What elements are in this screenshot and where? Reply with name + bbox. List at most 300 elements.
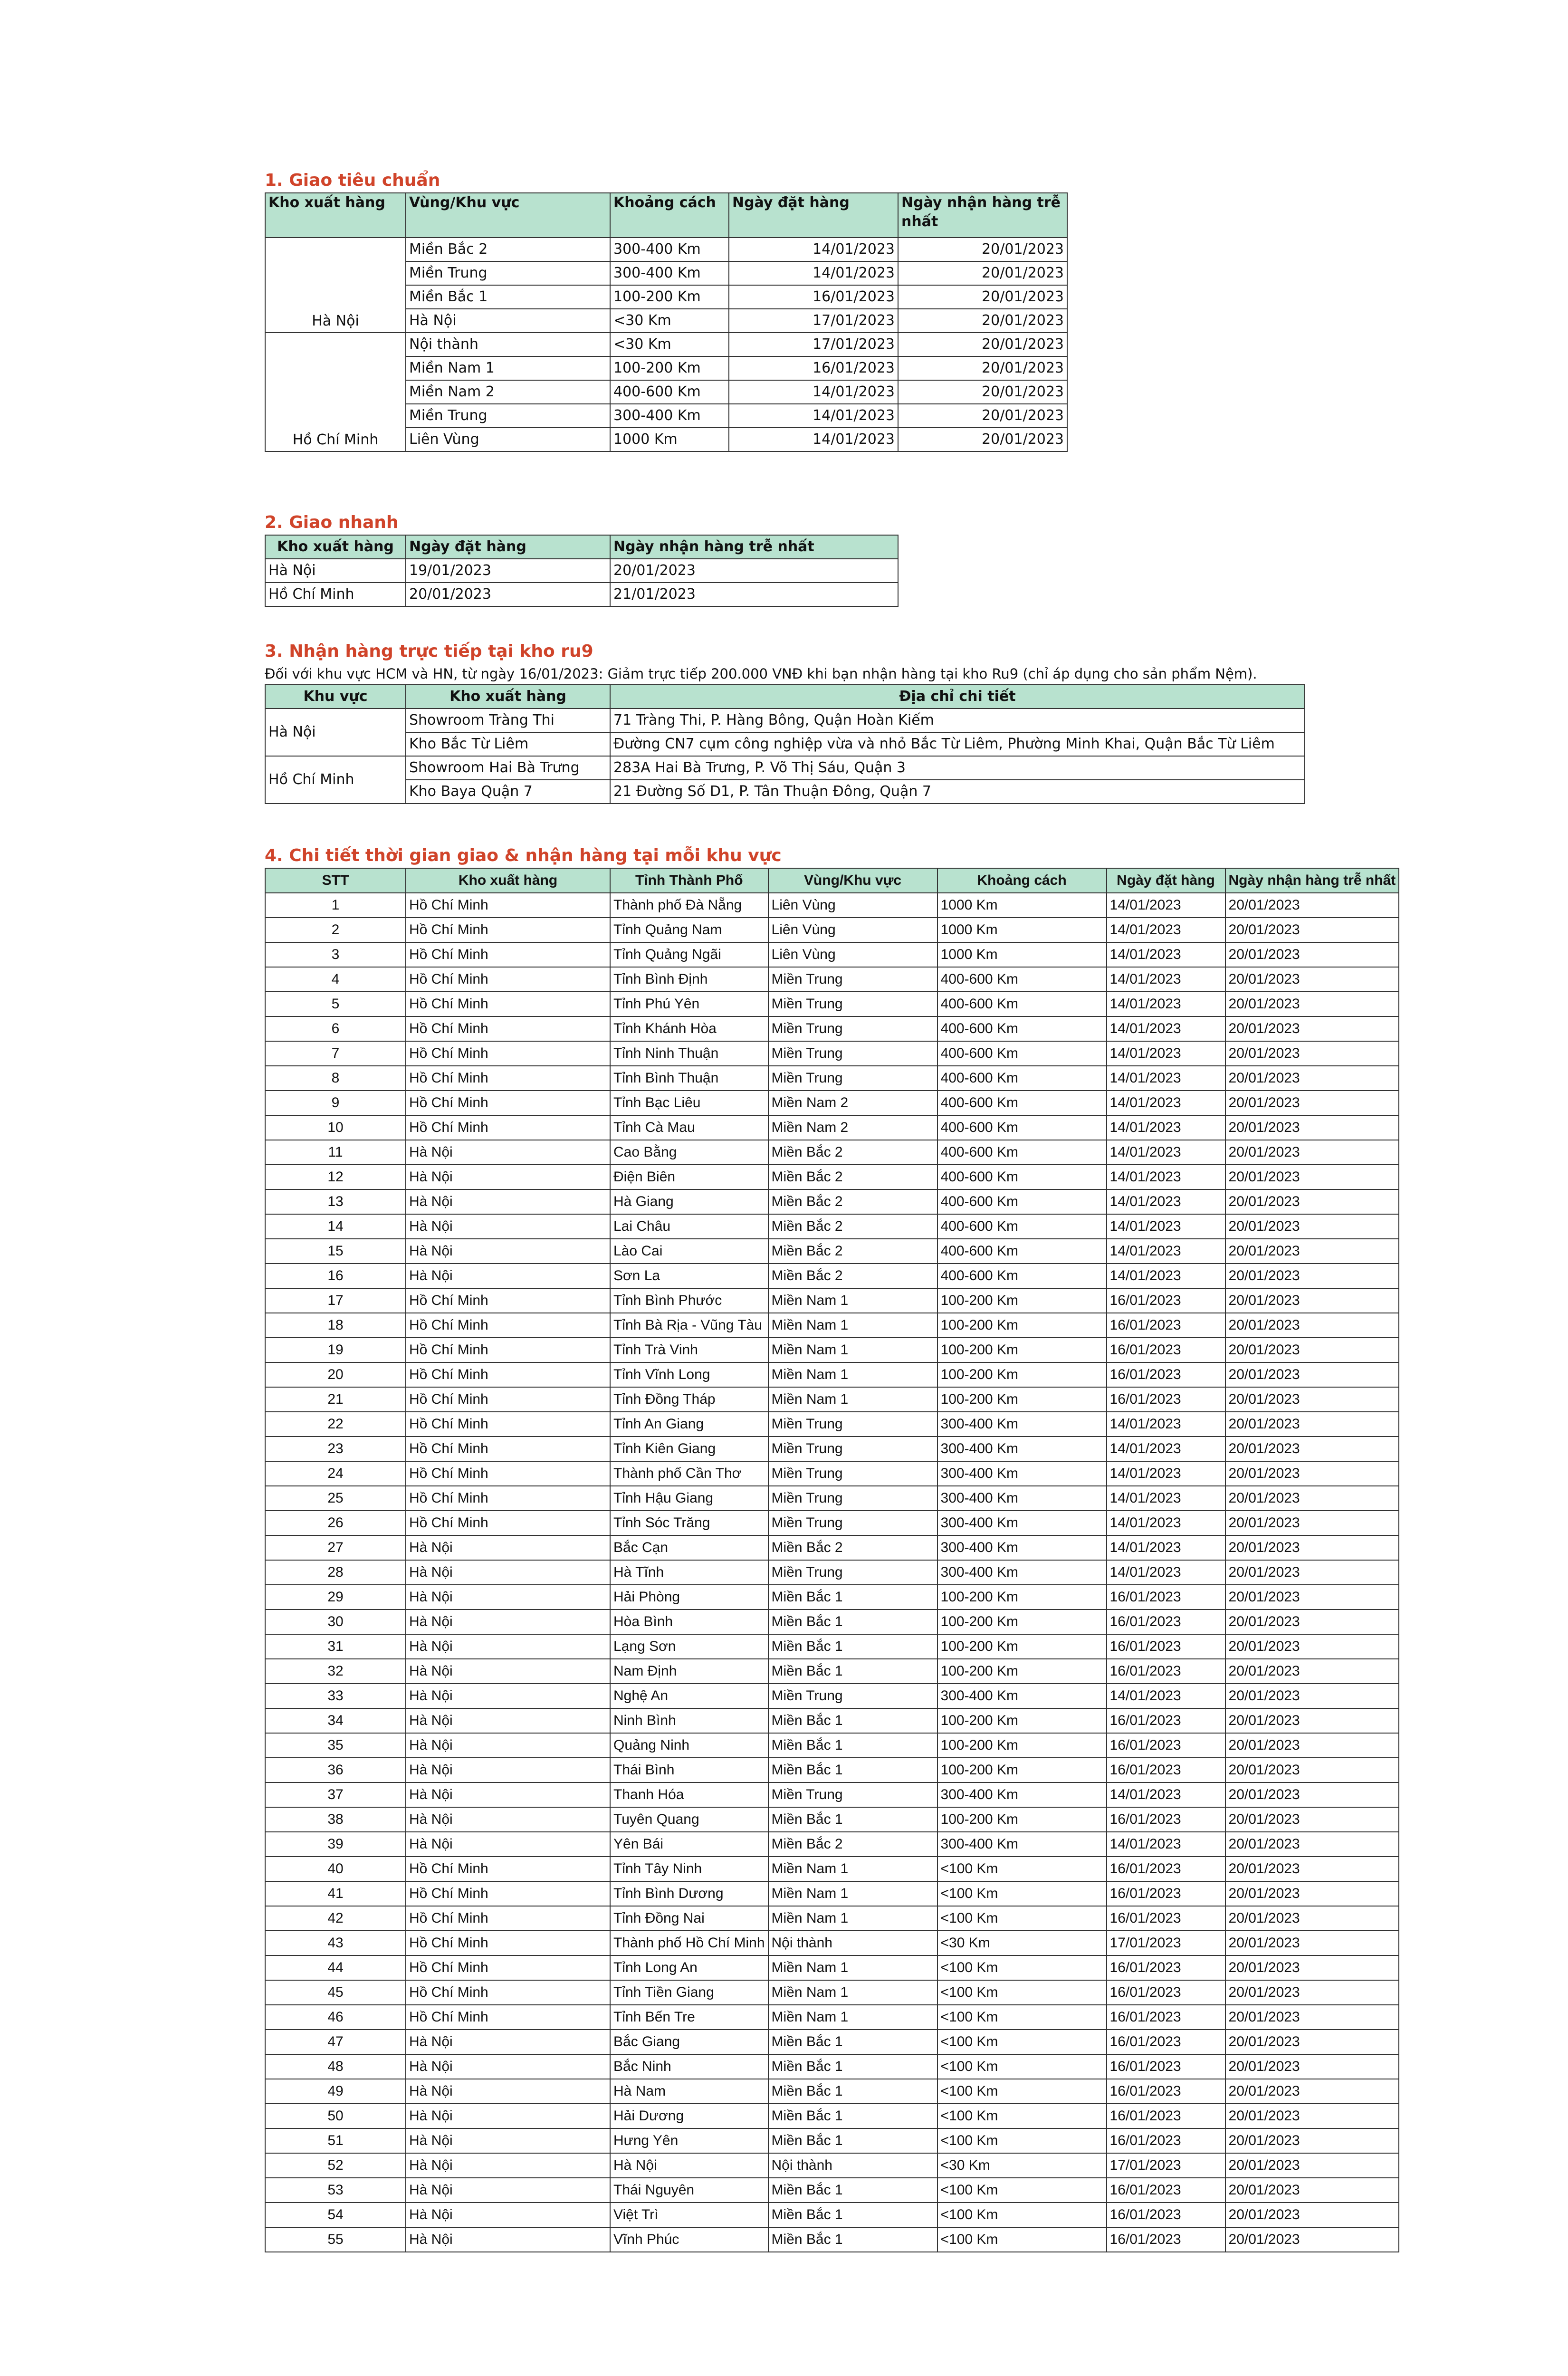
table-cell: Miền Bắc 2 — [406, 238, 610, 261]
table-row — [265, 2178, 1399, 2203]
table-row — [265, 1461, 1399, 1486]
table-cell: Thái Bình — [610, 1758, 768, 1782]
table-cell: Hồ Chí Minh — [406, 1091, 610, 1115]
table-cell: 16/01/2023 — [1107, 1610, 1225, 1634]
column-header: STT — [265, 868, 406, 893]
table-cell: 20/01/2023 — [1225, 1041, 1399, 1066]
table-cell: 300-400 Km — [610, 238, 729, 261]
table-cell: 100-200 Km — [937, 1708, 1107, 1733]
table-cell: Tỉnh Bình Phước — [610, 1288, 768, 1313]
table-cell: 16/01/2023 — [729, 356, 898, 380]
table-cell: 1000 Km — [937, 918, 1107, 942]
table-row — [265, 2079, 1399, 2104]
table-cell: 20/01/2023 — [1225, 1387, 1399, 1412]
table-cell: Hồ Chí Minh — [406, 918, 610, 942]
table-cell: Hà Nội — [406, 1634, 610, 1659]
table-cell: 400-600 Km — [937, 1264, 1107, 1288]
table-cell: 20/01/2023 — [898, 428, 1067, 451]
table-cell: Miền Trung — [768, 1684, 937, 1708]
table-row — [265, 1708, 1399, 1733]
table-cell: 14/01/2023 — [1107, 1511, 1225, 1535]
table-cell: Hồ Chí Minh — [406, 1931, 610, 1955]
table-cell: Hà Nội — [406, 2178, 610, 2203]
table-cell: 16/01/2023 — [1107, 1387, 1225, 1412]
table-cell: Miền Nam 1 — [768, 1387, 937, 1412]
table-cell: 14/01/2023 — [1107, 1832, 1225, 1857]
table-cell: Miền Bắc 2 — [768, 1239, 937, 1264]
section-title: 2. Giao nhanh — [265, 513, 399, 532]
table-cell: Nam Định — [610, 1659, 768, 1684]
table-cell: 20/01/2023 — [1225, 918, 1399, 942]
table-cell: Bắc Ninh — [610, 2054, 768, 2079]
table-cell: Liên Vùng — [406, 428, 610, 451]
table-row — [265, 1807, 1399, 1832]
table-row — [265, 2153, 1399, 2178]
column-header: Ngày đặt hàng — [1107, 868, 1225, 893]
table-cell: 21 Đường Số D1, P. Tân Thuận Đông, Quận 7 — [610, 780, 1305, 804]
table-cell: Lai Châu — [610, 1214, 768, 1239]
table-cell: 43 — [265, 1931, 406, 1955]
table-cell: Miền Nam 1 — [768, 1906, 937, 1931]
table-cell: 20/01/2023 — [1225, 1832, 1399, 1857]
table-cell: 20/01/2023 — [1225, 1189, 1399, 1214]
table-cell: 28 — [265, 1560, 406, 1585]
express-delivery-table — [265, 535, 899, 607]
table-cell: 50 — [265, 2104, 406, 2128]
table-cell: 4 — [265, 967, 406, 992]
table-cell: 20/01/2023 — [1225, 1437, 1399, 1461]
table-cell: Hồ Chí Minh — [406, 1486, 610, 1511]
table-cell: 36 — [265, 1758, 406, 1782]
table-cell: Hồ Chí Minh — [406, 1313, 610, 1338]
table-cell: Cao Bằng — [610, 1140, 768, 1165]
table-cell: 20/01/2023 — [1225, 1980, 1399, 2005]
table-cell: 20/01/2023 — [1225, 2178, 1399, 2203]
column-header: Khoảng cách — [610, 193, 729, 238]
table-row — [265, 967, 1399, 992]
table-cell: 14/01/2023 — [1107, 918, 1225, 942]
table-cell: Miền Trung — [768, 1412, 937, 1437]
table-cell: <100 Km — [937, 1980, 1107, 2005]
table-cell: Miền Bắc 2 — [768, 1165, 937, 1189]
table-row — [265, 1066, 1399, 1091]
table-cell: 14 — [265, 1214, 406, 1239]
table-row — [265, 1857, 1399, 1881]
table-row — [265, 1362, 1399, 1387]
table-cell: Thái Nguyên — [610, 2178, 768, 2203]
warehouse-cell: Hà Nội — [265, 238, 406, 333]
table-cell: Hà Nội — [406, 1214, 610, 1239]
table-cell: Bắc Giang — [610, 2030, 768, 2054]
table-cell: Tỉnh Đồng Tháp — [610, 1387, 768, 1412]
table-row — [265, 1535, 1399, 1560]
table-cell: <100 Km — [937, 2203, 1107, 2227]
table-cell: Hà Nội — [406, 2030, 610, 2054]
table-cell: 100-200 Km — [610, 356, 729, 380]
table-cell: 20/01/2023 — [610, 559, 898, 583]
table-cell: 18 — [265, 1313, 406, 1338]
table-cell: Lạng Sơn — [610, 1634, 768, 1659]
table-row — [265, 2104, 1399, 2128]
table-cell: Hà Nội — [406, 2153, 610, 2178]
table-cell: 20/01/2023 — [1225, 1461, 1399, 1486]
table-row — [265, 1189, 1399, 1214]
table-cell: Hà Nội — [406, 2054, 610, 2079]
table-cell: Miền Bắc 1 — [768, 2079, 937, 2104]
column-header: Kho xuất hàng — [265, 193, 406, 238]
table-row — [265, 992, 1399, 1016]
table-cell: 3 — [265, 942, 406, 967]
table-cell: 100-200 Km — [937, 1585, 1107, 1610]
table-row — [265, 1239, 1399, 1264]
table-cell: Việt Trì — [610, 2203, 768, 2227]
table-cell: 49 — [265, 2079, 406, 2104]
table-cell: 16/01/2023 — [1107, 1313, 1225, 1338]
table-cell: <30 Km — [610, 333, 729, 356]
table-cell: 41 — [265, 1881, 406, 1906]
table-cell: 17/01/2023 — [729, 333, 898, 356]
table-cell: Tỉnh Bình Định — [610, 967, 768, 992]
table-cell: 54 — [265, 2203, 406, 2227]
table-cell: 39 — [265, 1832, 406, 1857]
table-cell: Hồ Chí Minh — [406, 1362, 610, 1387]
table-cell: Thành phố Hồ Chí Minh — [610, 1931, 768, 1955]
table-cell: 20/01/2023 — [1225, 1288, 1399, 1313]
table-cell: 8 — [265, 1066, 406, 1091]
table-cell: Miền Trung — [768, 1066, 937, 1091]
table-row — [265, 238, 1067, 261]
table-cell: Miền Trung — [768, 1041, 937, 1066]
table-cell: Hồ Chí Minh — [406, 1955, 610, 1980]
table-cell: Hà Nội — [406, 1140, 610, 1165]
area-cell: Hà Nội — [265, 709, 406, 756]
table-cell: 38 — [265, 1807, 406, 1832]
table-cell: Miền Bắc 1 — [768, 2104, 937, 2128]
table-cell: <100 Km — [937, 2128, 1107, 2153]
table-cell: 1000 Km — [610, 428, 729, 451]
table-cell: Tỉnh Bến Tre — [610, 2005, 768, 2030]
table-cell: 100-200 Km — [610, 285, 729, 309]
table-cell: Liên Vùng — [768, 893, 937, 918]
table-row — [265, 559, 898, 583]
table-cell: 14/01/2023 — [1107, 1016, 1225, 1041]
table-cell: Miền Nam 1 — [768, 1881, 937, 1906]
table-cell: Ninh Bình — [610, 1708, 768, 1733]
table-cell: 20/01/2023 — [1225, 1857, 1399, 1881]
table-cell: 14/01/2023 — [1107, 1165, 1225, 1189]
table-cell: Hà Nội — [406, 1807, 610, 1832]
table-cell: Điện Biên — [610, 1165, 768, 1189]
table-cell: 20/01/2023 — [898, 309, 1067, 333]
table-cell: 20/01/2023 — [1225, 1782, 1399, 1807]
table-cell: 14/01/2023 — [1107, 992, 1225, 1016]
table-cell: Miền Bắc 1 — [768, 1733, 937, 1758]
table-cell: 20/01/2023 — [1225, 1535, 1399, 1560]
table-row — [265, 1214, 1399, 1239]
table-cell: Tỉnh Vĩnh Long — [610, 1362, 768, 1387]
table-row — [265, 2227, 1399, 2252]
table-cell: <100 Km — [937, 2178, 1107, 2203]
table-row — [265, 1387, 1399, 1412]
table-cell: Miền Trung — [768, 1486, 937, 1511]
table-cell: Hà Nội — [406, 1832, 610, 1857]
table-cell: Miền Nam 1 — [768, 1338, 937, 1362]
table-cell: Thành phố Cần Thơ — [610, 1461, 768, 1486]
table-cell: Hồ Chí Minh — [406, 1387, 610, 1412]
table-cell: 16/01/2023 — [1107, 2203, 1225, 2227]
table-cell: Miền Nam 1 — [768, 1362, 937, 1387]
table-cell: Hà Nội — [406, 1560, 610, 1585]
column-header: Tỉnh Thành Phố — [610, 868, 768, 893]
table-row — [265, 1881, 1399, 1906]
table-cell: 17 — [265, 1288, 406, 1313]
table-row — [265, 1906, 1399, 1931]
table-cell: Tỉnh Bình Thuận — [610, 1066, 768, 1091]
table-cell: Miền Nam 1 — [406, 356, 610, 380]
table-cell: 35 — [265, 1733, 406, 1758]
table-cell: Hà Tĩnh — [610, 1560, 768, 1585]
column-header: Vùng/Khu vực — [406, 193, 610, 238]
table-cell: <100 Km — [937, 2079, 1107, 2104]
table-row — [265, 1955, 1399, 1980]
table-cell: Miền Bắc 2 — [768, 1214, 937, 1239]
table-cell: 15 — [265, 1239, 406, 1264]
table-row — [265, 1560, 1399, 1585]
table-cell: 37 — [265, 1782, 406, 1807]
table-cell: 16/01/2023 — [1107, 1708, 1225, 1733]
table-cell: Hồ Chí Minh — [406, 1437, 610, 1461]
table-cell: Miền Bắc 2 — [768, 1832, 937, 1857]
table-cell: <100 Km — [937, 2030, 1107, 2054]
table-cell: 20/01/2023 — [1225, 2005, 1399, 2030]
table-cell: 24 — [265, 1461, 406, 1486]
table-cell: 20/01/2023 — [1225, 1313, 1399, 1338]
table-cell: 20/01/2023 — [1225, 2153, 1399, 2178]
table-cell: Hồ Chí Minh — [406, 1041, 610, 1066]
column-header: Kho xuất hàng — [406, 868, 610, 893]
table-cell: 20/01/2023 — [1225, 2203, 1399, 2227]
table-cell: 11 — [265, 1140, 406, 1165]
table-cell: Lào Cai — [610, 1239, 768, 1264]
table-cell: Hồ Chí Minh — [406, 1412, 610, 1437]
table-cell: 16/01/2023 — [1107, 1659, 1225, 1684]
table-cell: 20/01/2023 — [1225, 967, 1399, 992]
table-cell: 20/01/2023 — [1225, 1906, 1399, 1931]
column-header: Ngày nhận hàng trễ nhất — [610, 535, 898, 559]
table-cell: 20/01/2023 — [1225, 1931, 1399, 1955]
table-cell: Sơn La — [610, 1264, 768, 1288]
table-cell: 10 — [265, 1115, 406, 1140]
table-cell: Tỉnh Cà Mau — [610, 1115, 768, 1140]
table-cell: 14/01/2023 — [729, 380, 898, 404]
table-cell: 14/01/2023 — [1107, 1115, 1225, 1140]
table-cell: 14/01/2023 — [1107, 1239, 1225, 1264]
table-cell: Miền Bắc 2 — [768, 1264, 937, 1288]
table-row — [265, 1758, 1399, 1782]
table-cell: Miền Bắc 1 — [768, 1708, 937, 1733]
table-row — [265, 780, 1305, 804]
table-row — [265, 1832, 1399, 1857]
table-cell: Hồ Chí Minh — [406, 942, 610, 967]
table-cell: 20/01/2023 — [1225, 2030, 1399, 2054]
table-cell: Miền Bắc 2 — [768, 1140, 937, 1165]
table-cell: 400-600 Km — [937, 1016, 1107, 1041]
table-cell: Miền Nam 2 — [406, 380, 610, 404]
table-cell: 7 — [265, 1041, 406, 1066]
table-cell: 16/01/2023 — [1107, 1807, 1225, 1832]
table-cell: 300-400 Km — [937, 1560, 1107, 1585]
table-cell: 20/01/2023 — [1225, 1955, 1399, 1980]
standard-delivery-table — [265, 192, 1068, 452]
table-cell: 20/01/2023 — [1225, 992, 1399, 1016]
table-cell: <100 Km — [937, 2227, 1107, 2252]
table-cell: 13 — [265, 1189, 406, 1214]
table-cell: 300-400 Km — [937, 1437, 1107, 1461]
table-cell: 400-600 Km — [937, 1140, 1107, 1165]
table-cell: Hà Nội — [406, 1585, 610, 1610]
table-cell: 14/01/2023 — [729, 238, 898, 261]
table-cell: Nội thành — [406, 333, 610, 356]
section-pickup — [265, 640, 1305, 804]
table-cell: 20/01/2023 — [1225, 1511, 1399, 1535]
table-cell: 1 — [265, 893, 406, 918]
table-cell: 27 — [265, 1535, 406, 1560]
table-cell: Miền Nam 1 — [768, 1857, 937, 1881]
table-cell: Miền Trung — [768, 1560, 937, 1585]
table-cell: 20/01/2023 — [1225, 1091, 1399, 1115]
table-row — [265, 1659, 1399, 1684]
table-cell: Hải Phòng — [610, 1585, 768, 1610]
section-standard-delivery — [265, 169, 1068, 452]
table-cell: 20/01/2023 — [1225, 1165, 1399, 1189]
table-row — [265, 2054, 1399, 2079]
table-cell: 400-600 Km — [937, 1239, 1107, 1264]
table-cell: 44 — [265, 1955, 406, 1980]
table-cell: 17/01/2023 — [1107, 1931, 1225, 1955]
table-cell: 100-200 Km — [937, 1362, 1107, 1387]
section-title: 3. Nhận hàng trực tiếp tại kho ru9 — [265, 642, 593, 661]
table-cell: Tỉnh Phú Yên — [610, 992, 768, 1016]
table-header-row — [265, 685, 1305, 709]
table-cell: Tỉnh Bình Dương — [610, 1881, 768, 1906]
table-cell: 100-200 Km — [937, 1659, 1107, 1684]
table-cell: 20/01/2023 — [898, 380, 1067, 404]
table-cell: Bắc Cạn — [610, 1535, 768, 1560]
table-cell: 25 — [265, 1486, 406, 1511]
table-cell: <100 Km — [937, 1906, 1107, 1931]
table-cell: Hà Nội — [406, 1165, 610, 1189]
table-cell: Miền Nam 1 — [768, 1955, 937, 1980]
table-cell: <100 Km — [937, 1857, 1107, 1881]
table-cell: Nội thành — [768, 1931, 937, 1955]
table-cell: Hồ Chí Minh — [406, 1016, 610, 1041]
pickup-table — [265, 684, 1305, 804]
table-cell: Tỉnh Đồng Nai — [610, 1906, 768, 1931]
table-cell: Liên Vùng — [768, 942, 937, 967]
table-cell: 400-600 Km — [937, 967, 1107, 992]
table-cell: 5 — [265, 992, 406, 1016]
table-row — [265, 942, 1399, 967]
table-cell: 17/01/2023 — [1107, 2153, 1225, 2178]
table-cell: Hà Nội — [406, 2128, 610, 2153]
table-cell: Thành phố Đà Nẵng — [610, 893, 768, 918]
table-cell: 6 — [265, 1016, 406, 1041]
table-cell: Tỉnh Sóc Trăng — [610, 1511, 768, 1535]
table-cell: Hồ Chí Minh — [406, 1288, 610, 1313]
warehouse-cell: Hồ Chí Minh — [265, 333, 406, 451]
table-cell: Miền Bắc 1 — [768, 2227, 937, 2252]
table-cell: Miền Bắc 2 — [768, 1189, 937, 1214]
table-cell: 16/01/2023 — [1107, 2054, 1225, 2079]
table-row — [265, 1733, 1399, 1758]
table-cell: Hòa Bình — [610, 1610, 768, 1634]
table-cell: Miền Trung — [406, 404, 610, 428]
table-cell: 20/01/2023 — [1225, 1338, 1399, 1362]
table-cell: 16/01/2023 — [1107, 1338, 1225, 1362]
table-cell: 16/01/2023 — [1107, 1980, 1225, 2005]
table-row — [265, 583, 898, 606]
table-cell: Hà Nội — [406, 1239, 610, 1264]
table-row — [265, 1931, 1399, 1955]
table-cell: Tỉnh Kiên Giang — [610, 1437, 768, 1461]
table-cell: 40 — [265, 1857, 406, 1881]
table-cell: Hà Nam — [610, 2079, 768, 2104]
table-row — [265, 1313, 1399, 1338]
table-cell: 20/01/2023 — [1225, 2128, 1399, 2153]
table-cell: 14/01/2023 — [1107, 1560, 1225, 1585]
table-cell: 20/01/2023 — [1225, 1115, 1399, 1140]
table-cell: Miền Bắc 1 — [768, 1585, 937, 1610]
table-cell: Kho Baya Quận 7 — [406, 780, 610, 804]
table-cell: Miền Trung — [768, 1461, 937, 1486]
table-cell: Hải Dương — [610, 2104, 768, 2128]
table-cell: 16/01/2023 — [1107, 1733, 1225, 1758]
table-header-row — [265, 193, 1067, 238]
table-cell: 20/01/2023 — [1225, 1486, 1399, 1511]
table-cell: Quảng Ninh — [610, 1733, 768, 1758]
table-row — [265, 1041, 1399, 1066]
table-cell: 300-400 Km — [937, 1535, 1107, 1560]
table-cell: Yên Bái — [610, 1832, 768, 1857]
table-cell: 20/01/2023 — [1225, 2079, 1399, 2104]
table-cell: Hồ Chí Minh — [406, 1115, 610, 1140]
table-cell: Miền Nam 2 — [768, 1115, 937, 1140]
table-cell: Miền Trung — [768, 1437, 937, 1461]
table-cell: Miền Trung — [768, 1016, 937, 1041]
table-row — [265, 1610, 1399, 1634]
table-row — [265, 1338, 1399, 1362]
table-cell: 20/01/2023 — [1225, 2054, 1399, 2079]
table-row — [265, 1634, 1399, 1659]
table-cell: 100-200 Km — [937, 1758, 1107, 1782]
table-cell: Hồ Chí Minh — [406, 1511, 610, 1535]
table-cell: 20/01/2023 — [1225, 1684, 1399, 1708]
table-cell: Hồ Chí Minh — [406, 1906, 610, 1931]
table-cell: <30 Km — [610, 309, 729, 333]
table-cell: Liên Vùng — [768, 918, 937, 942]
table-cell: 20/01/2023 — [1225, 1708, 1399, 1733]
table-row — [265, 756, 1305, 780]
column-header: Ngày đặt hàng — [729, 193, 898, 238]
table-cell: 16/01/2023 — [1107, 1585, 1225, 1610]
table-row — [265, 1585, 1399, 1610]
table-cell: 20/01/2023 — [1225, 2104, 1399, 2128]
table-row — [265, 2030, 1399, 2054]
table-cell: 400-600 Km — [937, 1091, 1107, 1115]
table-cell: 400-600 Km — [937, 992, 1107, 1016]
table-cell: Miền Nam 1 — [768, 1313, 937, 1338]
table-cell: 20/01/2023 — [1225, 942, 1399, 967]
